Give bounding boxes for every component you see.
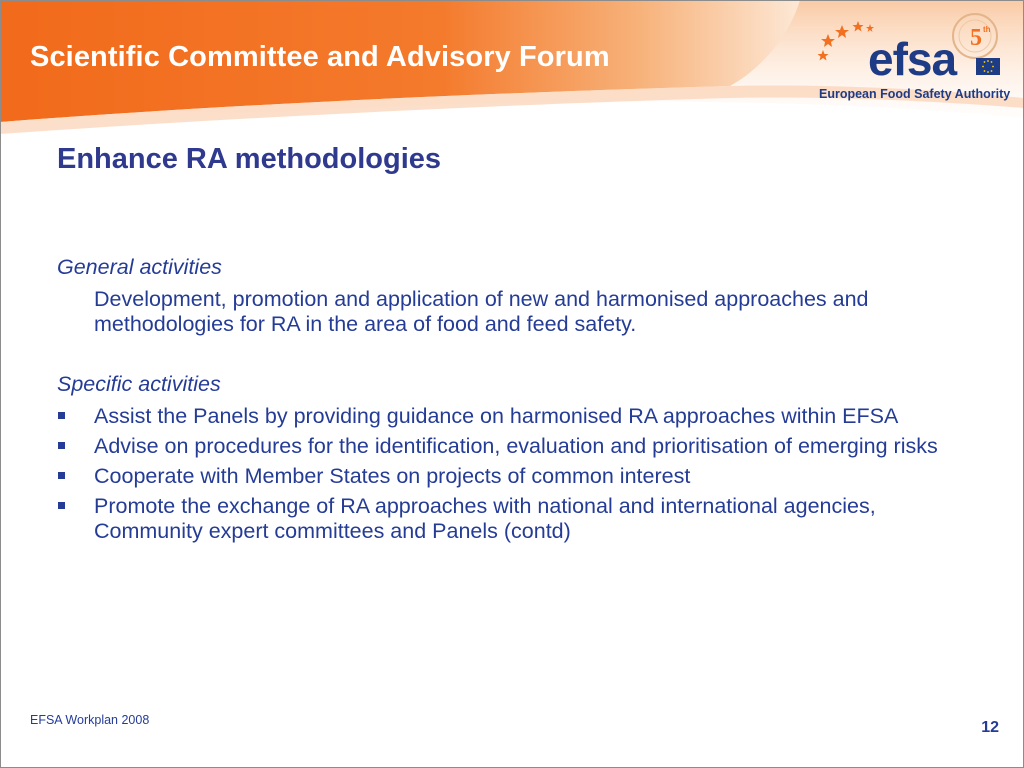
specific-activities-label: Specific activities [57,372,221,396]
list-item-text: Advise on procedures for the identification, evaluation and prioritisation of emerging risks [94,434,938,458]
logo-caption: European Food Safety Authority [819,87,1011,101]
general-activities-label: General activities [57,255,222,279]
list-item [57,464,987,489]
general-activities-text: Development, promotion and application of new and harmonised approaches and methodologies for RA in the area of food and feed safety. [94,287,869,336]
list-item [57,434,987,459]
specific-activities-list [57,404,987,549]
list-item [57,494,987,544]
list-item-text: Cooperate with Member States on projects of common interest [94,464,691,488]
anniversary-number: 5 [970,25,982,51]
list-item-text: Assist the Panels by providing guidance on harmonised RA approaches within EFSA [94,404,899,428]
efsa-wordmark: efsa [868,33,957,82]
star-icons [818,21,875,61]
list-item [57,404,987,429]
slide-heading: Enhance RA methodologies [57,143,442,175]
footer-workplan-label: EFSA Workplan 2008 [30,713,150,727]
efsa-logo-mark [812,12,1012,82]
square-bullet-icon [58,442,65,449]
page-number: 12 [981,719,999,736]
square-bullet-icon [58,472,65,479]
efsa-logo [812,12,1012,104]
square-bullet-icon [58,412,65,419]
header-title: Scientific Committee and Advisory Forum [30,41,610,73]
list-item-text: Promote the exchange of RA approaches with national and international agencies, Community expert committees and Panels (contd) [94,494,876,543]
square-bullet-icon [58,502,65,509]
anniversary-suffix: th [983,25,991,34]
